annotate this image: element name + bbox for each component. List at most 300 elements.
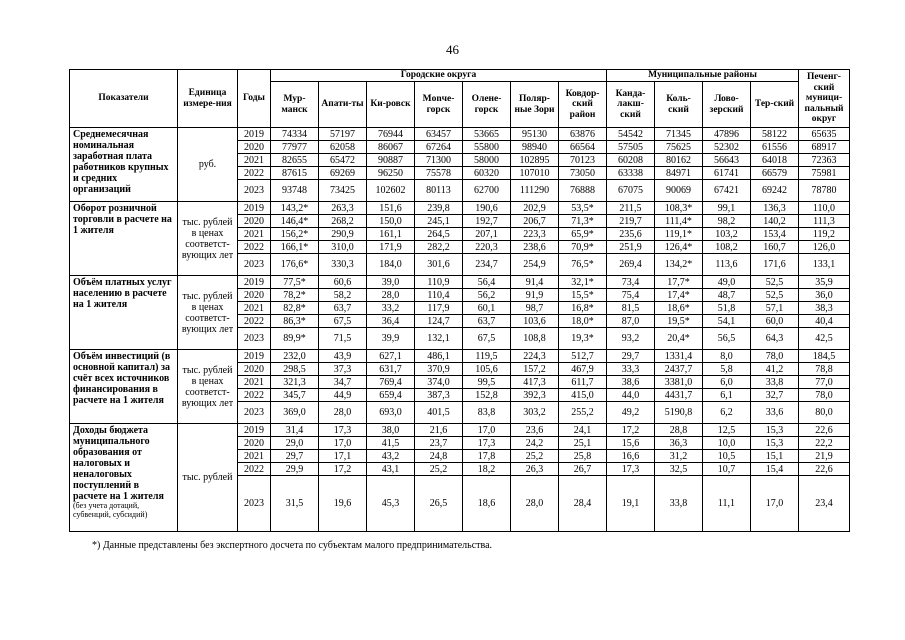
column-header: Поляр-ные Зори (511, 82, 559, 128)
value-cell: 415,0 (559, 389, 607, 402)
value-cell: 22,6 (799, 424, 850, 437)
value-cell: 80,0 (799, 402, 850, 424)
value-cell: 192,7 (463, 215, 511, 228)
value-cell: 82655 (271, 154, 319, 167)
indicator-text: Оборот розничной торговли в расчете на 1 жителя (73, 203, 172, 236)
value-cell: 78,2* (271, 289, 319, 302)
value-cell: 234,7 (463, 254, 511, 276)
value-cell: 48,7 (703, 289, 751, 302)
value-cell: 76944 (367, 128, 415, 141)
value-cell: 28,0 (319, 402, 367, 424)
value-cell: 78,0 (799, 389, 850, 402)
year-cell: 2020 (238, 437, 271, 450)
value-cell: 26,7 (559, 463, 607, 476)
value-cell: 17,3 (463, 437, 511, 450)
year-cell: 2020 (238, 141, 271, 154)
value-cell: 631,7 (367, 363, 415, 376)
value-cell: 8,0 (703, 350, 751, 363)
value-cell: 223,3 (511, 228, 559, 241)
value-cell: 254,9 (511, 254, 559, 276)
value-cell: 23,6 (511, 424, 559, 437)
value-cell: 21,6 (415, 424, 463, 437)
value-cell: 60320 (463, 167, 511, 180)
value-cell: 330,3 (319, 254, 367, 276)
value-cell: 86,3* (271, 315, 319, 328)
value-cell: 102602 (367, 180, 415, 202)
value-cell: 63338 (607, 167, 655, 180)
value-cell: 126,0 (799, 241, 850, 254)
value-cell: 56,5 (703, 328, 751, 350)
value-cell: 6,2 (703, 402, 751, 424)
value-cell: 110,0 (799, 202, 850, 215)
value-cell: 4431,7 (655, 389, 703, 402)
value-cell: 95130 (511, 128, 559, 141)
value-cell: 52,5 (751, 276, 799, 289)
value-cell: 17,0 (319, 437, 367, 450)
table-row (70, 424, 850, 437)
year-cell: 2020 (238, 289, 271, 302)
value-cell: 184,0 (367, 254, 415, 276)
year-cell: 2023 (238, 180, 271, 202)
value-cell: 23,4 (799, 476, 850, 532)
value-cell: 90069 (655, 180, 703, 202)
value-cell: 32,7 (751, 389, 799, 402)
value-cell: 72363 (799, 154, 850, 167)
value-cell: 78780 (799, 180, 850, 202)
value-cell: 63,7 (319, 302, 367, 315)
value-cell: 392,3 (511, 389, 559, 402)
value-cell: 60208 (607, 154, 655, 167)
value-cell: 15,3 (751, 437, 799, 450)
value-cell: 53,5* (559, 202, 607, 215)
value-cell: 10,7 (703, 463, 751, 476)
page-number: 46 (446, 42, 459, 57)
value-cell: 20,4* (655, 328, 703, 350)
value-cell: 29,7 (271, 450, 319, 463)
value-cell: 60,0 (751, 315, 799, 328)
value-cell: 87615 (271, 167, 319, 180)
value-cell: 111,4* (655, 215, 703, 228)
value-cell: 65635 (799, 128, 850, 141)
statistics-table (69, 69, 850, 532)
value-cell: 28,4 (559, 476, 607, 532)
column-header: Олене-горск (463, 82, 511, 128)
value-cell: 31,4 (271, 424, 319, 437)
value-cell: 119,1* (655, 228, 703, 241)
value-cell: 401,5 (415, 402, 463, 424)
value-cell: 29,9 (271, 463, 319, 476)
value-cell: 119,2 (799, 228, 850, 241)
value-cell: 176,6* (271, 254, 319, 276)
value-cell: 56,4 (463, 276, 511, 289)
year-cell: 2019 (238, 350, 271, 363)
value-cell: 99,1 (703, 202, 751, 215)
table-row (70, 276, 850, 289)
value-cell: 140,2 (751, 215, 799, 228)
year-cell: 2019 (238, 202, 271, 215)
value-cell: 67075 (607, 180, 655, 202)
value-cell: 17,4* (655, 289, 703, 302)
value-cell: 18,0* (559, 315, 607, 328)
value-cell: 44,9 (319, 389, 367, 402)
value-cell: 108,8 (511, 328, 559, 350)
value-cell: 69242 (751, 180, 799, 202)
value-cell: 58122 (751, 128, 799, 141)
value-cell: 41,2 (751, 363, 799, 376)
value-cell: 298,5 (271, 363, 319, 376)
value-cell: 33,8 (751, 376, 799, 389)
header-years: Годы (238, 70, 271, 128)
value-cell: 78,8 (799, 363, 850, 376)
indicator-label (70, 276, 178, 350)
value-cell: 251,9 (607, 241, 655, 254)
value-cell: 61741 (703, 167, 751, 180)
column-header: Лово-зерский (703, 82, 751, 128)
value-cell: 58,2 (319, 289, 367, 302)
value-cell: 108,2 (703, 241, 751, 254)
year-cell: 2019 (238, 276, 271, 289)
value-cell: 77,0 (799, 376, 850, 389)
value-cell: 42,5 (799, 328, 850, 350)
value-cell: 38,6 (607, 376, 655, 389)
value-cell: 75981 (799, 167, 850, 180)
value-cell: 301,6 (415, 254, 463, 276)
value-cell: 67,5 (463, 328, 511, 350)
value-cell: 45,3 (367, 476, 415, 532)
value-cell: 71300 (415, 154, 463, 167)
value-cell: 36,0 (799, 289, 850, 302)
value-cell: 184,5 (799, 350, 850, 363)
value-cell: 47896 (703, 128, 751, 141)
value-cell: 321,3 (271, 376, 319, 389)
value-cell: 52302 (703, 141, 751, 154)
value-cell: 33,3 (607, 363, 655, 376)
value-cell: 86067 (367, 141, 415, 154)
value-cell: 345,7 (271, 389, 319, 402)
value-cell: 25,2 (415, 463, 463, 476)
value-cell: 73425 (319, 180, 367, 202)
value-cell: 202,9 (511, 202, 559, 215)
year-cell: 2022 (238, 315, 271, 328)
value-cell: 24,2 (511, 437, 559, 450)
unit-label: тыс. рублей в ценах соответст-вующих лет (178, 202, 238, 276)
value-cell: 124,7 (415, 315, 463, 328)
value-cell: 224,3 (511, 350, 559, 363)
value-cell: 78,0 (751, 350, 799, 363)
value-cell: 29,7 (607, 350, 655, 363)
value-cell: 206,7 (511, 215, 559, 228)
indicator-label (70, 424, 178, 532)
value-cell: 34,7 (319, 376, 367, 389)
value-cell: 56,2 (463, 289, 511, 302)
header-municipal-group: Муниципальные районы (607, 70, 799, 82)
value-cell: 54542 (607, 128, 655, 141)
year-cell: 2023 (238, 254, 271, 276)
value-cell: 268,2 (319, 215, 367, 228)
value-cell: 63457 (415, 128, 463, 141)
value-cell: 75,4 (607, 289, 655, 302)
value-cell: 29,0 (271, 437, 319, 450)
value-cell: 17,0 (751, 476, 799, 532)
value-cell: 98940 (511, 141, 559, 154)
value-cell: 38,0 (367, 424, 415, 437)
value-cell: 151,6 (367, 202, 415, 215)
year-cell: 2021 (238, 376, 271, 389)
value-cell: 83,8 (463, 402, 511, 424)
value-cell: 64018 (751, 154, 799, 167)
table-row (70, 128, 850, 141)
value-cell: 71,3* (559, 215, 607, 228)
value-cell: 33,6 (751, 402, 799, 424)
value-cell: 126,4* (655, 241, 703, 254)
value-cell: 64,3 (751, 328, 799, 350)
indicator-text: Объём инвестиций (в основной капитал) за счёт всех источников финансирования в расчете на 1 жителя (73, 351, 171, 406)
value-cell: 153,4 (751, 228, 799, 241)
indicator-note: (без учета дотаций, субвенций, субсидий) (73, 501, 148, 519)
value-cell: 111,3 (799, 215, 850, 228)
value-cell: 119,5 (463, 350, 511, 363)
value-cell: 96250 (367, 167, 415, 180)
value-cell: 132,1 (415, 328, 463, 350)
value-cell: 39,9 (367, 328, 415, 350)
value-cell: 75578 (415, 167, 463, 180)
value-cell: 19,1 (607, 476, 655, 532)
value-cell: 87,0 (607, 315, 655, 328)
column-header: Апати-ты (319, 82, 367, 128)
value-cell: 91,9 (511, 289, 559, 302)
value-cell: 98,7 (511, 302, 559, 315)
year-cell: 2021 (238, 450, 271, 463)
value-cell: 190,6 (463, 202, 511, 215)
header-indicators: Показатели (70, 70, 178, 128)
header-pechenga: Печенг-ский муници-пальный округ (799, 70, 850, 128)
value-cell: 60,1 (463, 302, 511, 315)
year-cell: 2022 (238, 167, 271, 180)
value-cell: 6,1 (703, 389, 751, 402)
value-cell: 611,7 (559, 376, 607, 389)
year-cell: 2021 (238, 302, 271, 315)
column-header: Мур-манск (271, 82, 319, 128)
value-cell: 61556 (751, 141, 799, 154)
value-cell: 255,2 (559, 402, 607, 424)
value-cell: 110,4 (415, 289, 463, 302)
value-cell: 93748 (271, 180, 319, 202)
value-cell: 486,1 (415, 350, 463, 363)
column-header: Коль-ский (655, 82, 703, 128)
value-cell: 77977 (271, 141, 319, 154)
value-cell: 43,1 (367, 463, 415, 476)
column-header: Тер-ский (751, 82, 799, 128)
value-cell: 23,7 (415, 437, 463, 450)
column-header: Ки-ровск (367, 82, 415, 128)
value-cell: 102895 (511, 154, 559, 167)
value-cell: 387,3 (415, 389, 463, 402)
value-cell: 71345 (655, 128, 703, 141)
value-cell: 17,0 (463, 424, 511, 437)
value-cell: 32,1* (559, 276, 607, 289)
value-cell: 36,3 (655, 437, 703, 450)
value-cell: 66579 (751, 167, 799, 180)
value-cell: 374,0 (415, 376, 463, 389)
value-cell: 67421 (703, 180, 751, 202)
value-cell: 51,8 (703, 302, 751, 315)
value-cell: 37,3 (319, 363, 367, 376)
unit-label: руб. (178, 128, 238, 202)
value-cell: 89,9* (271, 328, 319, 350)
value-cell: 232,0 (271, 350, 319, 363)
value-cell: 108,3* (655, 202, 703, 215)
value-cell: 52,5 (751, 289, 799, 302)
value-cell: 70123 (559, 154, 607, 167)
value-cell: 303,2 (511, 402, 559, 424)
column-header: Канда-лакш-ский (607, 82, 655, 128)
value-cell: 80113 (415, 180, 463, 202)
value-cell: 91,4 (511, 276, 559, 289)
value-cell: 28,8 (655, 424, 703, 437)
value-cell: 627,1 (367, 350, 415, 363)
value-cell: 659,4 (367, 389, 415, 402)
value-cell: 57505 (607, 141, 655, 154)
value-cell: 67264 (415, 141, 463, 154)
value-cell: 161,1 (367, 228, 415, 241)
value-cell: 17,2 (319, 463, 367, 476)
value-cell: 25,2 (511, 450, 559, 463)
value-cell: 11,1 (703, 476, 751, 532)
value-cell: 103,6 (511, 315, 559, 328)
value-cell: 28,0 (367, 289, 415, 302)
value-cell: 110,9 (415, 276, 463, 289)
value-cell: 90887 (367, 154, 415, 167)
value-cell: 5190,8 (655, 402, 703, 424)
value-cell: 15,5* (559, 289, 607, 302)
year-cell: 2022 (238, 389, 271, 402)
value-cell: 25,8 (559, 450, 607, 463)
value-cell: 32,5 (655, 463, 703, 476)
value-cell: 21,9 (799, 450, 850, 463)
year-cell: 2022 (238, 241, 271, 254)
value-cell: 264,5 (415, 228, 463, 241)
value-cell: 6,0 (703, 376, 751, 389)
value-cell: 219,7 (607, 215, 655, 228)
value-cell: 57,1 (751, 302, 799, 315)
value-cell: 31,5 (271, 476, 319, 532)
value-cell: 282,2 (415, 241, 463, 254)
value-cell: 417,3 (511, 376, 559, 389)
value-cell: 40,4 (799, 315, 850, 328)
value-cell: 143,2* (271, 202, 319, 215)
header-unit: Единица измере-ния (178, 70, 238, 128)
value-cell: 269,4 (607, 254, 655, 276)
value-cell: 136,3 (751, 202, 799, 215)
value-cell: 3381,0 (655, 376, 703, 389)
footnote: *) Данные представлены без экспертного досчета по субъектам малого предпринимательства. (92, 540, 493, 551)
value-cell: 49,2 (607, 402, 655, 424)
value-cell: 370,9 (415, 363, 463, 376)
year-cell: 2019 (238, 424, 271, 437)
value-cell: 28,0 (511, 476, 559, 532)
value-cell: 44,0 (607, 389, 655, 402)
value-cell: 10,0 (703, 437, 751, 450)
value-cell: 26,5 (415, 476, 463, 532)
value-cell: 113,6 (703, 254, 751, 276)
value-cell: 211,5 (607, 202, 655, 215)
value-cell: 2437,7 (655, 363, 703, 376)
column-header: Мonче-горск (415, 82, 463, 128)
value-cell: 133,1 (799, 254, 850, 276)
value-cell: 43,2 (367, 450, 415, 463)
value-cell: 62058 (319, 141, 367, 154)
value-cell: 73,4 (607, 276, 655, 289)
value-cell: 15,6 (607, 437, 655, 450)
value-cell: 31,2 (655, 450, 703, 463)
table-row (70, 202, 850, 215)
value-cell: 238,6 (511, 241, 559, 254)
value-cell: 18,2 (463, 463, 511, 476)
value-cell: 24,8 (415, 450, 463, 463)
value-cell: 99,5 (463, 376, 511, 389)
value-cell: 160,7 (751, 241, 799, 254)
value-cell: 15,4 (751, 463, 799, 476)
value-cell: 290,9 (319, 228, 367, 241)
value-cell: 17,2 (607, 424, 655, 437)
value-cell: 98,2 (703, 215, 751, 228)
value-cell: 18,6 (463, 476, 511, 532)
value-cell: 24,1 (559, 424, 607, 437)
value-cell: 43,9 (319, 350, 367, 363)
value-cell: 157,2 (511, 363, 559, 376)
value-cell: 16,8* (559, 302, 607, 315)
value-cell: 512,7 (559, 350, 607, 363)
value-cell: 82,8* (271, 302, 319, 315)
value-cell: 769,4 (367, 376, 415, 389)
value-cell: 156,2* (271, 228, 319, 241)
year-cell: 2020 (238, 363, 271, 376)
value-cell: 111290 (511, 180, 559, 202)
indicator-label (70, 128, 178, 202)
value-cell: 71,5 (319, 328, 367, 350)
value-cell: 17,3 (319, 424, 367, 437)
value-cell: 25,1 (559, 437, 607, 450)
value-cell: 17,7* (655, 276, 703, 289)
value-cell: 49,0 (703, 276, 751, 289)
value-cell: 369,0 (271, 402, 319, 424)
value-cell: 103,2 (703, 228, 751, 241)
value-cell: 171,9 (367, 241, 415, 254)
unit-label: тыс. рублей в ценах соответст-вующих лет (178, 276, 238, 350)
value-cell: 245,1 (415, 215, 463, 228)
header-urban-group: Городские округа (271, 70, 607, 82)
year-cell: 2021 (238, 228, 271, 241)
value-cell: 65,9* (559, 228, 607, 241)
indicator-text: Доходы бюджета муниципального образования от налоговых и неналоговых поступлений в расчете на 1 жителя (73, 425, 164, 502)
value-cell: 62700 (463, 180, 511, 202)
value-cell: 63,7 (463, 315, 511, 328)
value-cell: 41,5 (367, 437, 415, 450)
value-cell: 33,2 (367, 302, 415, 315)
indicator-label (70, 202, 178, 276)
value-cell: 146,4* (271, 215, 319, 228)
value-cell: 53665 (463, 128, 511, 141)
value-cell: 74334 (271, 128, 319, 141)
value-cell: 69269 (319, 167, 367, 180)
unit-label: тыс. рублей (178, 424, 238, 532)
value-cell: 84971 (655, 167, 703, 180)
value-cell: 38,3 (799, 302, 850, 315)
value-cell: 171,6 (751, 254, 799, 276)
value-cell: 467,9 (559, 363, 607, 376)
value-cell: 55800 (463, 141, 511, 154)
value-cell: 76,5* (559, 254, 607, 276)
